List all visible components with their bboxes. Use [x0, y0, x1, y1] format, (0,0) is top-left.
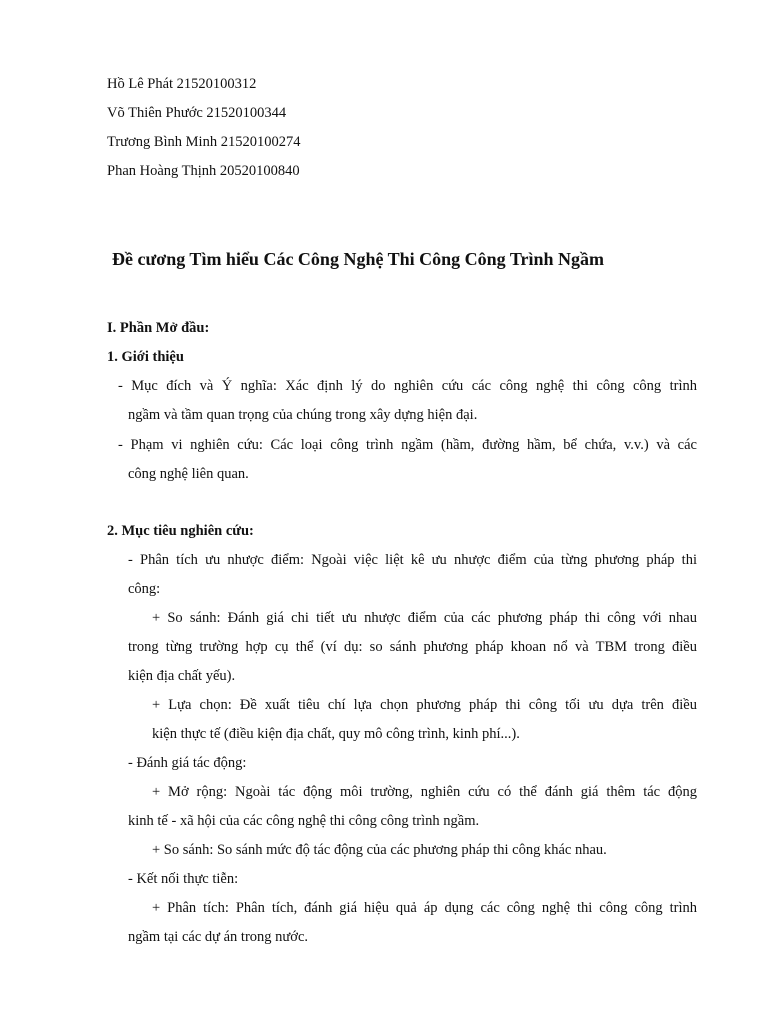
item-select-line-1: + Lựa chọn: Đề xuất tiêu chí lựa chọn phương pháp thi công tối ưu dựa trên điều [152, 697, 697, 713]
bullet-purpose-line-1: - Mục đích và Ý nghĩa: Xác định lý do nghiên cứu các công nghệ thi công công trình [118, 378, 697, 394]
item-select-line-2: kiện thực tế (điều kiện địa chất, quy mô công trình, kinh phí...). [152, 726, 520, 742]
item-compare-line-1: + So sánh: Đánh giá chi tiết ưu nhược điểm của các phương pháp thi công với nhau [152, 610, 697, 626]
item-compare-line-2: trong từng trường hợp cụ thể (ví dụ: so sánh phương pháp khoan nổ và TBM trong điều [128, 639, 697, 655]
author-2: Võ Thiên Phước 21520100344 [107, 105, 287, 121]
author-3: Trương Bình Minh 21520100274 [107, 134, 301, 150]
author-1: Hồ Lê Phát 21520100312 [107, 76, 257, 92]
item-compare-line-3: kiện địa chất yếu). [128, 668, 236, 684]
bullet-purpose-line-2: ngầm và tầm quan trọng của chúng trong xây dựng hiện đại. [128, 407, 478, 423]
item-expand-line-2: kinh tế - xã hội của các công nghệ thi công công trình ngầm. [128, 813, 480, 829]
author-4: Phan Hoàng Thịnh 20520100840 [107, 163, 300, 179]
subsection-2-heading: 2. Mục tiêu nghiên cứu: [107, 523, 254, 539]
item-analysis-line-1: - Phân tích ưu nhược điểm: Ngoài việc liệt kê ưu nhược điểm của từng phương pháp thi [128, 552, 697, 568]
section-1-heading: I. Phần Mở đầu: [107, 320, 210, 336]
item-practice-line-1: - Kết nối thực tiễn: [128, 871, 239, 887]
item-analysis-line-2: công: [128, 581, 161, 597]
item-impact-line-1: - Đánh giá tác động: [128, 755, 247, 771]
item-practice-analysis-line-2: ngầm tại các dự án trong nước. [128, 929, 309, 945]
bullet-scope-line-2: công nghệ liên quan. [128, 466, 249, 482]
bullet-scope-line-1: - Phạm vi nghiên cứu: Các loại công trình ngầm (hầm, đường hầm, bể chứa, v.v.) và các [118, 437, 697, 453]
subsection-1-heading: 1. Giới thiệu [107, 349, 184, 365]
document-title: Đề cương Tìm hiểu Các Công Nghệ Thi Công Công Trình Ngầm [112, 249, 605, 269]
item-expand-line-1: + Mở rộng: Ngoài tác động môi trường, nghiên cứu có thể đánh giá thêm tác động [152, 784, 697, 800]
item-impact-compare-line-1: + So sánh: So sánh mức độ tác động của các phương pháp thi công khác nhau. [152, 842, 607, 858]
item-practice-analysis-line-1: + Phân tích: Phân tích, đánh giá hiệu quả áp dụng các công nghệ thi công công trình [152, 900, 697, 916]
